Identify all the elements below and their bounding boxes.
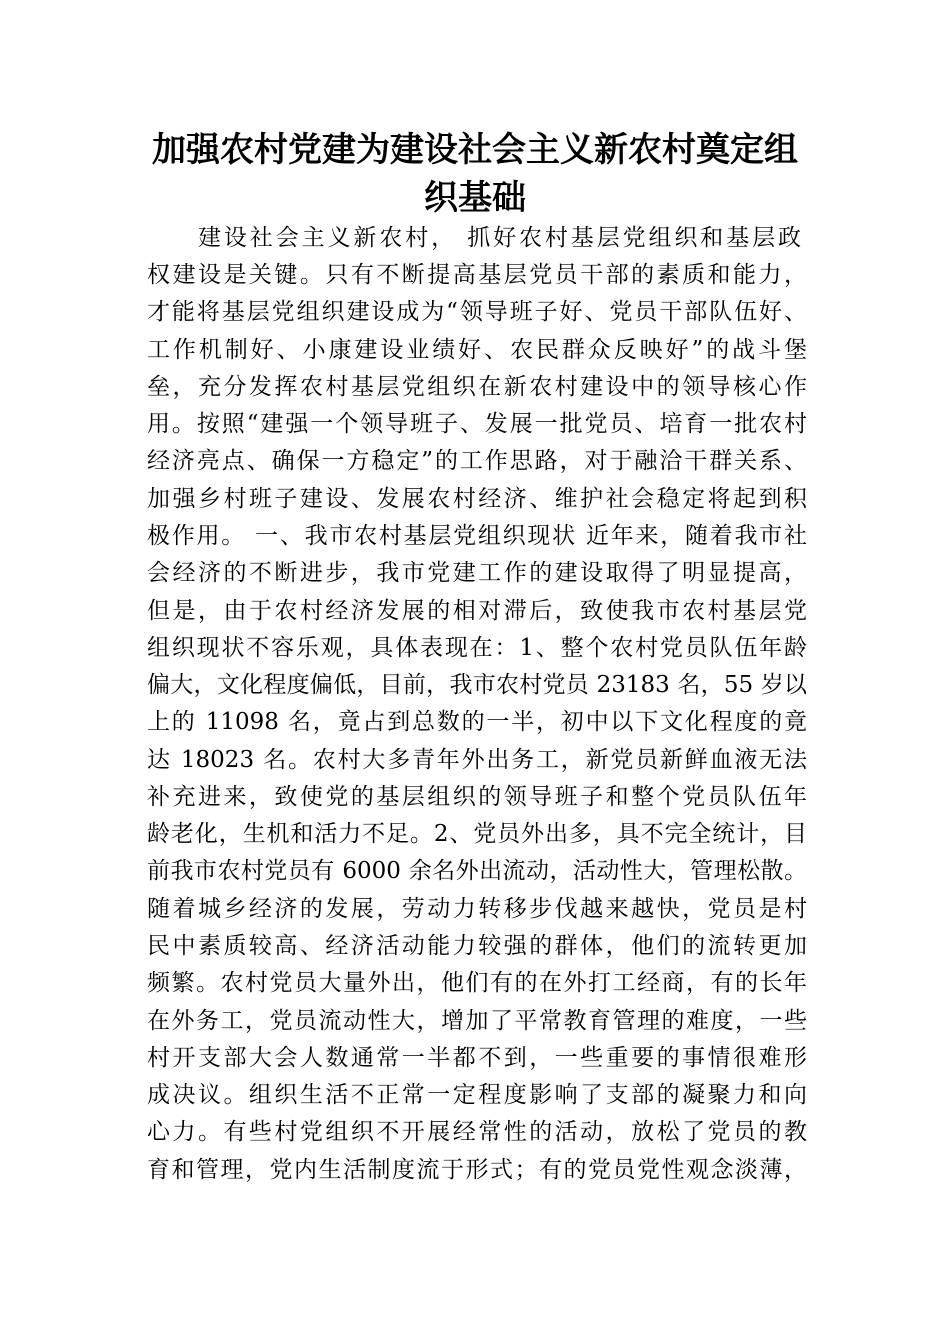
document-title-line-2: 织基础 <box>424 178 526 218</box>
body-line: 会经济的不断进步，我市党建工作的建设取得了明显提高， <box>147 560 807 586</box>
body-line: 村开支部大会人数通常一半都不到，一些重要的事情很难形 <box>147 1045 807 1071</box>
body-line: 加强乡村班子建设、发展农村经济、维护社会稳定将起到积 <box>147 486 807 512</box>
body-line: 民中素质较高、经济活动能力较强的群体，他们的流转更加 <box>147 933 807 959</box>
body-line: 在外务工，党员流动性大，增加了平常教育管理的难度，一些 <box>147 1008 807 1034</box>
body-line: 频繁。农村党员大量外出，他们有的在外打工经商，有的长年 <box>147 970 807 996</box>
body-line: 龄老化，生机和活力不足。2、党员外出多，具不完全统计，目 <box>147 821 807 847</box>
body-line: 达 18023 名。农村大多青年外出务工，新党员新鲜血液无法 <box>147 747 807 773</box>
body-line: 权建设是关键。只有不断提高基层党员干部的素质和能力， <box>147 262 807 288</box>
body-line: 成决议。组织生活不正常一定程度影响了支部的凝聚力和向 <box>147 1082 807 1108</box>
body-line: 组织现状不容乐观，具体表现在：1、整个农村党员队伍年龄 <box>147 635 807 661</box>
body-line: 才能将基层党组织建设成为“领导班子好、党员干部队伍好、 <box>147 299 807 325</box>
body-line: 建设社会主义新农村， 抓好农村基层党组织和基层政 <box>198 225 801 251</box>
body-line: 极作用。 一、我市农村基层党组织现状 近年来，随着我市社 <box>147 523 807 549</box>
body-line: 但是，由于农村经济发展的相对滞后，致使我市农村基层党 <box>147 598 807 624</box>
body-line: 用。按照“建强一个领导班子、发展一批党员、培育一批农村 <box>147 411 807 437</box>
body-line: 前我市农村党员有 6000 余名外出流动，活动性大，管理松散。 <box>147 858 807 884</box>
body-line: 补充进来，致使党的基层组织的领导班子和整个党员队伍年 <box>147 784 807 810</box>
document-title-line-1: 加强农村党建为建设社会主义新农村奠定组 <box>152 130 798 170</box>
body-line: 垒，充分发挥农村基层党组织在新农村建设中的领导核心作 <box>147 374 807 400</box>
body-line: 偏大，文化程度偏低，目前，我市农村党员 23183 名，55 岁以 <box>147 672 807 698</box>
body-line: 工作机制好、小康建设业绩好、农民群众反映好”的战斗堡 <box>147 337 807 363</box>
body-line: 育和管理，党内生活制度流于形式；有的党员党性观念淡薄， <box>147 1157 807 1183</box>
body-line: 上的 11098 名，竟占到总数的一半，初中以下文化程度的竟 <box>147 709 807 735</box>
body-line: 随着城乡经济的发展，劳动力转移步伐越来越快，党员是村 <box>147 896 807 922</box>
body-line: 经济亮点、确保一方稳定”的工作思路，对于融洽干群关系、 <box>147 448 807 474</box>
body-line: 心力。有些村党组织不开展经常性的活动，放松了党员的教 <box>147 1119 807 1145</box>
